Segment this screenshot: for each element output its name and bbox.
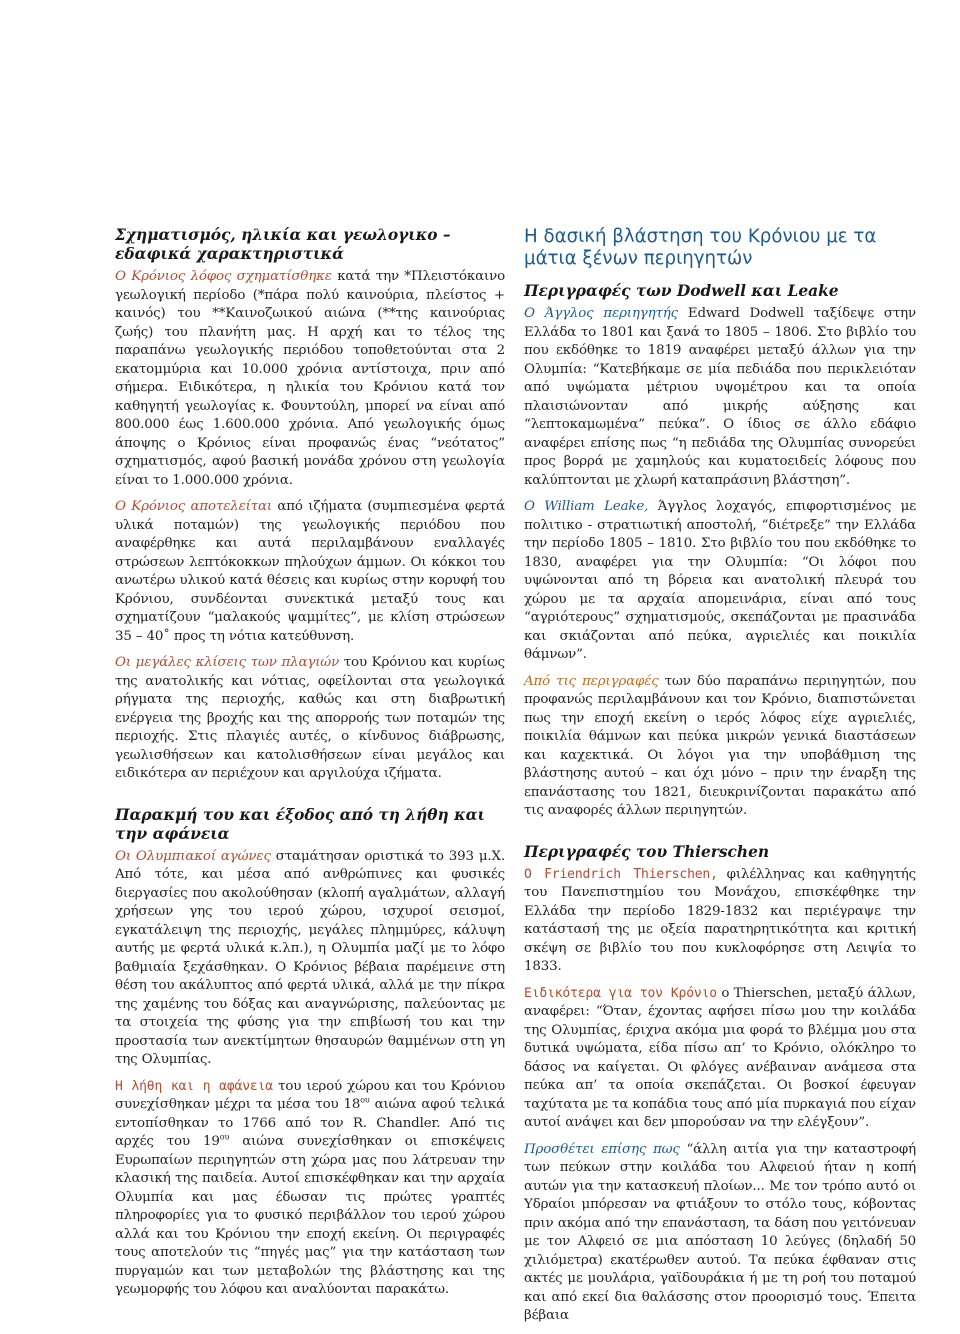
- paragraph: [115, 498, 505, 646]
- subsection-heading-thierschen: Περιγραφές του Thierschen: [524, 842, 770, 861]
- right-column: [524, 226, 916, 1334]
- paragraph-text: κατά την *Πλειστόκαινο γεωλογική περίοδο (*πάρα πολύ καινούρια, πλείστος + καινός) του **Καινοζωικού αιώνα (**της καινούριας ζωής) του πλανήτη μας. Η αρχή και το τέλος της παραπάνω γεωλογικής περιόδου τοποθετούνται στα 2 εκατομμύρια και 10.000 χρόνια αντίστοιχα, πριν από σήμερα. Ειδικότερα, η ηλικία του Κρόνιου κατά τον καθηγητή γεωλογίας κ. Φουντούλη, μπορεί να είναι από 800.000 έως 1.600.000 χρόνια. Από γεωλογικής όμως άποψης ο Κρόνιος είναι προφανώς ένας “νεότατος” σχηματισμός, αφού βασική μονάδα χρόνου στη γεωλογία είναι το 1.000.000 χρόνια.: [115, 269, 506, 488]
- subsection-heading-dodwell-leake: Περιγραφές των Dodwell και Leake: [524, 282, 839, 300]
- section-heading-forest: Η δασική βλάστηση του Κρόνιου με τα μάτια ξένων περιηγητών: [524, 226, 877, 269]
- lead-phrase: Από τις περιγραφές: [524, 673, 659, 689]
- paragraph-text: από ιζήματα (συμπιεσμένα φερτά υλικά ποταμών) της γεωλογικής περιόδου που αναφέρθηκε και αυτά περιλαμβάνουν εναλλαγές στρώσεων λεπτόκοκκων πηλούχων άμμων. Οι κόκκοι του ανωτέρω υλικού κατά θέσεις και κυρίως στην κορυφή του Κρόνιου, συνδέονται συνεκτικά μεταξύ τους και σχηματίζουν “μαλακούς ψαμμίτες”, με κλίση στρώσεων 35 – 40˚ προς τη νότια κατεύθυνση.: [115, 499, 505, 644]
- left-column: [115, 226, 505, 1308]
- paragraph-text: του Κρόνιου και κυρίως της ανατολικής και νότιας, οφείλονται στα γεωλογικά ρήγματα της περιοχής, καθώς και στη διαβρωτική ενέργεια της βροχής και της απορροής των ποταμών της περιοχής. Στις πλαγιές αυτές, ο κίνδυνος διάβρωσης, γεωλισθήσεων και κατολισθήσεων είναι μεγάλος και ειδικότερα αν περιέχουν και αργιλούχα ιζήματα.: [115, 655, 505, 781]
- paragraph-text: αιώνα συνεχίσθηκαν οι επισκέψεις Ευρωπαίων περιηγητών στη χώρα μας που λάτρευαν την κλασική της παιδεία. Αυτοί επισκέφθηκαν και την αρχαία Ολυμπία και μας έδωσαν τις πρώτες γραπτές πληροφορίες για το φυσικό περιβάλλον του ιερού χώρου αλλά και του Κρόνιου την εποχή εκείνη. Οι περιγραφές τους αποτελούν τις “πηγές μας” για την κατάσταση των πυργαμών και των μεταβολών της βλάστησης και της γεωμορφής του λόφου και αναλύονται παρακάτω.: [115, 1134, 505, 1297]
- paragraph-text: φιλέλληνας και καθηγητής του Πανεπιστημίου του Μονάχου, επισκέφθηκε την Ελλάδα την περίοδο 1829-1832 και περιέγραψε την κατάστασή της με οξεία παρατηρητικότητα και κριτική σκέψη σε βιβλίο του που κυκλοφόρησε στη Λειψία το 1833.: [524, 866, 916, 974]
- section-heading-formation: Σχηματισμός, ηλικία και γεωλογικο – εδαφικά χαρακτηριστικά: [115, 226, 451, 263]
- paragraph: [115, 1078, 505, 1300]
- lead-phrase: Οι Ολυμπιακοί αγώνες: [115, 848, 271, 864]
- lead-phrase: Προσθέτει επίσης πως: [524, 1141, 680, 1157]
- paragraph: [524, 673, 916, 821]
- paragraph-text: “άλλη αιτία για την καταστροφή των πεύκων στην κοιλάδα του Αλφειού ήταν η κοπή αυτών για την κατασκευή πλοίων... Με τον τρόπο αυτό οι Υδραίοι μπόρεσαν να φτιάξουν το στόλο τους, κόβοντας πριν ακόμα από την επανάσταση, τα δάση που γειτόνευαν με τον Αλφειό σε μια απόσταση 10 λεύγες (δηλαδή 50 χιλιόμετρα) εκατέρωθεν αυτού. Τα πεύκα έφθαναν στις ακτές με μουλάρια, γαϊδουράκια ή με τη ροή του ποταμού και από εκεί δια θαλάσσης στον προορισμό τους. Έπειτα βέβαια: [524, 1141, 916, 1323]
- paragraph: [524, 866, 916, 977]
- paragraph: [115, 848, 505, 1070]
- paragraph: [524, 985, 916, 1133]
- paragraph: [524, 498, 916, 665]
- paragraph-text: των δύο παραπάνω περιηγητών, που προφανώς περιλαμβάνουν και τον Κρόνιο, διαπιστώνεται πως την εποχή εκείνη ο ιερός λόφος είχε αγριελιές, ποικιλία θάμνων και πεύκα μικρών γενικά διαστάσεων και καχεκτικά. Οι λόγοι για την υποβάθμιση της βλάστησης αυτού – και όχι μόνο – πριν την έναρξη της επανάστασης του 1821, διευκρινίζονται παρακάτω από τις αναφορές άλλων περιηγητών.: [524, 673, 916, 818]
- lead-phrase: Ο Κρόνιος αποτελείται: [115, 499, 272, 514]
- lead-phrase: Ο William Leake,: [524, 499, 649, 514]
- paragraph-text: ο Thierschen, μεταξύ άλλων, αναφέρει: “Όταν, έχοντας αφήσει πίσω μου την κοιλάδα της Ολυμπίας, έριχνα ακόμα μια φορά το βλέμμα μου στα δυτικά υψώματα, είδα πίσω απ’ το Κρόνιο, ολόκληρο το δάσος να καίγεται. Οι φλόγες ανέβαιναν ανάμεσα στα πεύκα απ’ τα οποία σκεπάζεται. Οι βοσκοί έφευγαν ταχύτατα με τα κοπάδια τους από μία πυρκαγιά που είχαν αυτοί ανάψει και δεν μπορούσαν να την ελέγξουν”.: [524, 985, 917, 1130]
- paragraph: [115, 268, 505, 490]
- paragraph: [524, 1141, 916, 1326]
- section-heading-decline: Παρακμή του και έξοδος από τη λήθη και την αφάνεια: [115, 805, 485, 843]
- lead-phrase: Οι μεγάλες κλίσεις των πλαγιών: [115, 655, 340, 670]
- paragraph: [524, 305, 916, 490]
- paragraph-text: Άγγλος λοχαγός, επιφορτισμένος με πολιτικο - στρατιωτική αποστολή, “διέτρεξε” την Ελλάδα την περίοδο 1805 – 1810. Στο βιβλίο του που εκδόθηκε το 1830, αναφέρει για την Ολυμπία: “Οι λόφοι που υψώνονται από τη βόρεια και ανατολική πλευρά του χώρου με τα αρχαία απομεινάρια, είναι από τους “αγριότερους” σχηματισμούς, σκεπάζονται με πρασινάδα και σκιάζονται από πεύκα, αγριελιές και ποικιλία θάμνων”.: [524, 499, 916, 662]
- superscript: ου: [219, 1132, 230, 1142]
- superscript: ου: [360, 1095, 370, 1105]
- paragraph-text: αιώνα αφού τελικά εντοπίσθηκαν το 1766 από τον R. Chandler. Από τις αρχές του 19: [115, 1097, 505, 1149]
- lead-phrase: Ο Άγγλος περιηγητής: [524, 306, 678, 321]
- lead-phrase: Η λήθη και η αφάνεια: [115, 1078, 273, 1094]
- paragraph-text: Edward Dodwell ταξίδεψε στην Ελλάδα το 1801 και ξανά το 1805 – 1806. Στο βιβλίο του που εκδόθηκε το 1819 αναφέρει μεταξύ άλλων για την Ολυμπία: “Κατεβήκαμε σε μία πεδιάδα που περικλειόταν από υψώματα μέτριου υψομέτρου και τα οποία πλαισιώνονταν από μικρής αύξησης και “λεπτοκαμωμένα” πεύκα”. Ο ίδιος σε άλλο εδάφιο αναφέρει επίσης πως “η πεδιάδα της Ολυμπίας συνορεύει προς βορρά με χαμηλούς και κυματοειδείς λόφους που καλύπτονται με χλωρή καταπράσινη βλάστηση”.: [524, 306, 916, 488]
- paragraph-text: σταμάτησαν οριστικά το 393 μ.Χ. Από τότε, και μέσα από ανθρώπινες και φυσικές διεργασίες που ακολούθησαν (κλοπή αγαλμάτων, αλλαγή χρήσεων γης του ιερού χώρου, ισχυροί σεισμοί, εγκατάλειψη της περιοχής, μεγάλες πλημμύρες, κάλυψη αυτής με φερτά υλικά κ.λπ.), η Ολυμπία μαζί με το λόφο βαθμιαία ξεχάσθηκαν. Ο Κρόνιος βέβαια παρέμεινε στη θέση του ακάλυπτος από φερτά υλικά, αλλά με την πίκρα της χαμένης του δόξας και αναγνώρισης, παλεύοντας με τα στοιχεία της φύσης για την επιβίωσή του και την προστασία των ανεκτίμητων θησαυρών θαμμένων στη γη της Ολυμπίας.: [115, 848, 506, 1067]
- lead-phrase: Ο Κρόνιος λόφος σχηματίσθηκε: [115, 269, 332, 284]
- paragraph: [115, 654, 505, 784]
- paragraph-text: του ιερού χώρου και του Κρόνιου συνεχίσθηκαν μέχρι τα μέσα του 18: [115, 1078, 505, 1112]
- lead-phrase: Ο Friendrich Thierschen,: [524, 866, 718, 882]
- lead-phrase: Ειδικότερα για τον Κρόνιο: [524, 985, 717, 1001]
